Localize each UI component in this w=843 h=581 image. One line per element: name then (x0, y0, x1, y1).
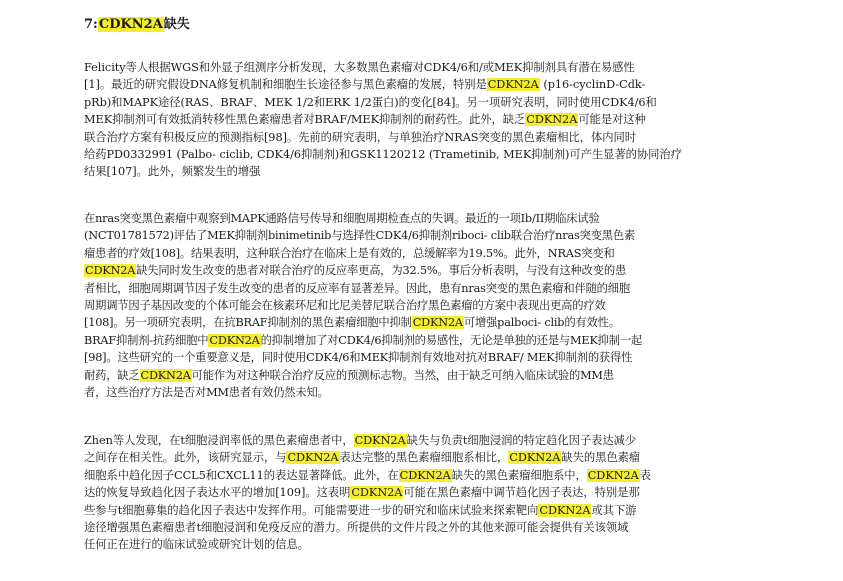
text-line (84, 280, 774, 297)
text-run: 缺失与负责t细胞浸润的特定趋化因子表达减少 (406, 434, 637, 447)
text-run: 途径增强黑色素瘤患者t细胞浸润和免疫反应的潜力。所提供的文件片段之外的其他来源可能会提供有关该领域 (84, 521, 629, 535)
text-run: Zhen等人发现，在t细胞浸润率低的黑色素瘤患者中， (84, 434, 354, 447)
paragraph-1 (84, 59, 774, 181)
keyword-highlight: CDKN2A (587, 468, 639, 482)
text-line (84, 245, 774, 262)
text-run: 可能在黑色素瘤中调节趋化因子表达，特别是那 (403, 486, 640, 500)
text-run: 的抑制增加了对CDK4/6抑制剂的易感性，无论是单独的还是与MEK抑制一起 (260, 333, 643, 347)
text-run: 周期调节因子基因改变的个体可能会在核素环尼和比尼美替尼联合治疗黑色素瘤的方案中表现出更高的疗效 (84, 299, 606, 313)
text-line (84, 94, 774, 111)
text-line (84, 449, 774, 466)
text-line (84, 163, 774, 180)
text-run: 结果[107]。此外，频繁发生的增强 (84, 165, 261, 179)
text-run: 些参与t细胞募集的趋化因子表达中发挥作用。可能需要进一步的研究和临床试验来探索靶向 (84, 503, 539, 517)
text-run: 可增强palboci- clib的有效性。 (463, 316, 620, 330)
text-line (84, 349, 774, 366)
text-run: (NCT01781572)评估了MEK抑制剂binimetinib与选择性CDK4/6抑制剂riboci- clib联合治疗nras突变黑色素 (84, 229, 636, 243)
section-heading (84, 16, 190, 34)
text-line (84, 367, 774, 384)
text-run: pRb)和MAPK途径(RAS、BRAF、MEK 1/2和ERK 1/2蛋白)的变化[84]。另一项研究表明，同时使用CDK4/6和 (84, 95, 657, 109)
text-run: 缺失同时发生改变的患者对联合治疗的反应率更高，为32.5%。事后分析表明，与没有这种改变的患 (136, 264, 627, 278)
heading-prefix: 7: (84, 17, 98, 32)
text-line (84, 314, 774, 331)
text-run: 可能是对这种 (578, 113, 646, 127)
keyword-highlight: CDKN2A (287, 451, 339, 465)
text-line (84, 484, 774, 501)
text-line (84, 332, 774, 349)
keyword-highlight: CDKN2A (140, 368, 191, 382)
text-run: [1]。最近的研究假设DNA修复机制和细胞生长途径参与黑色素瘤的发展，特别是 (84, 78, 487, 92)
heading-suffix: 缺失 (163, 17, 190, 32)
text-line (84, 59, 774, 76)
text-line (84, 502, 774, 519)
heading-keyword-highlight: CDKN2A (98, 17, 163, 32)
keyword-highlight: CDKN2A (209, 333, 260, 347)
text-run: 任何正在进行的临床试验或研究计划的信息。 (84, 538, 309, 552)
keyword-highlight: CDKN2A (509, 451, 561, 465)
text-run: 缺失的黑色素瘤 (561, 451, 641, 465)
text-run: 者相比，细胞周期调节因子发生改变的患者的反应率有显著差异。因此，患有nras突变的黑色素瘤和伴随的细胞 (84, 281, 630, 295)
text-line (84, 384, 774, 401)
keyword-highlight: CDKN2A (351, 486, 403, 500)
text-run: BRAF抑制剂-抗药细胞中 (84, 333, 209, 347)
text-line (84, 111, 774, 128)
text-run: 缺失的黑色素瘤细胞系中， (451, 468, 587, 482)
text-run: 在nras突变黑色素瘤中观察到MAPK通路信号传导和细胞周期检查点的失调。最近的一项Ib/II期临床试验 (84, 212, 600, 225)
text-line (84, 146, 774, 163)
text-line (84, 210, 774, 227)
text-run: 联合治疗方案有积极反应的预测指标[98]。先前的研究表明，与单独治疗NRAS突变的黑色素瘤相比，体内同时 (84, 130, 636, 144)
text-line (84, 129, 774, 146)
text-run: 或其下游 (591, 503, 637, 517)
text-line (84, 297, 774, 314)
text-run: 给药PD0332991 (Palbo- ciclib, CDK4/6抑制剂)和GSK1120212 (Trametinib, MEK抑制剂)可产生显著的协同治疗 (84, 148, 682, 162)
keyword-highlight: CDKN2A (85, 264, 136, 278)
text-run: 之间存在相关性。此外，该研究显示，与 (84, 451, 287, 465)
text-run: 耐药，缺乏 (84, 368, 140, 382)
keyword-highlight: CDKN2A (526, 113, 578, 127)
keyword-highlight: CDKN2A (399, 468, 451, 482)
keyword-highlight: CDKN2A (539, 503, 591, 517)
paragraph-2 (84, 210, 774, 401)
text-line (84, 432, 774, 449)
text-line (84, 262, 774, 279)
text-run: 达的恢复导致趋化因子表达水平的增加[109]。这表明 (84, 486, 351, 500)
text-run: (p16-cyclinD-Cdk- (539, 78, 646, 92)
text-run: MEK抑制剂可有效抵消转移性黑色素瘤患者对BRAF/MEK抑制剂的耐药性。此外，缺乏 (84, 113, 526, 127)
text-line (84, 519, 774, 536)
keyword-highlight: CDKN2A (412, 316, 463, 330)
text-line (84, 467, 774, 484)
text-line (84, 76, 774, 93)
text-run: Felicity等人根据WGS和外显子组测序分析发现，大多数黑色素瘤对CDK4/6和/或MEK抑制剂具有潜在易感性 (84, 61, 635, 74)
keyword-highlight: CDKN2A (487, 78, 539, 92)
text-run: [98]。这些研究的一个重要意义是，同时使用CDK4/6和MEK抑制剂有效地对抗对BRAF/ MEK抑制剂的获得性 (84, 351, 633, 365)
paragraph-3 (84, 432, 774, 554)
text-run: 可能作为对这种联合治疗反应的预测标志物。当然，由于缺乏可纳入临床试验的MM患 (191, 368, 614, 382)
text-run: 瘤患者的疗效[108]。结果表明，这种联合治疗在临床上是有效的，总缓解率为19.5%。此外，NRAS突变和 (84, 246, 615, 260)
keyword-highlight: CDKN2A (354, 434, 406, 447)
text-run: 表达完整的黑色素瘤细胞系相比， (339, 451, 509, 465)
text-line (84, 536, 774, 553)
text-run: [108]。另一项研究表明，在抗BRAF抑制剂的黑色素瘤细胞中抑制 (84, 316, 412, 330)
text-line (84, 227, 774, 244)
text-run: 表 (639, 468, 652, 482)
text-run: 细胞系中趋化因子CCL5和CXCL11的表达显著降低。此外，在 (84, 468, 399, 482)
text-run: 者，这些治疗方法是否对MM患者有效仍然未知。 (84, 386, 329, 400)
